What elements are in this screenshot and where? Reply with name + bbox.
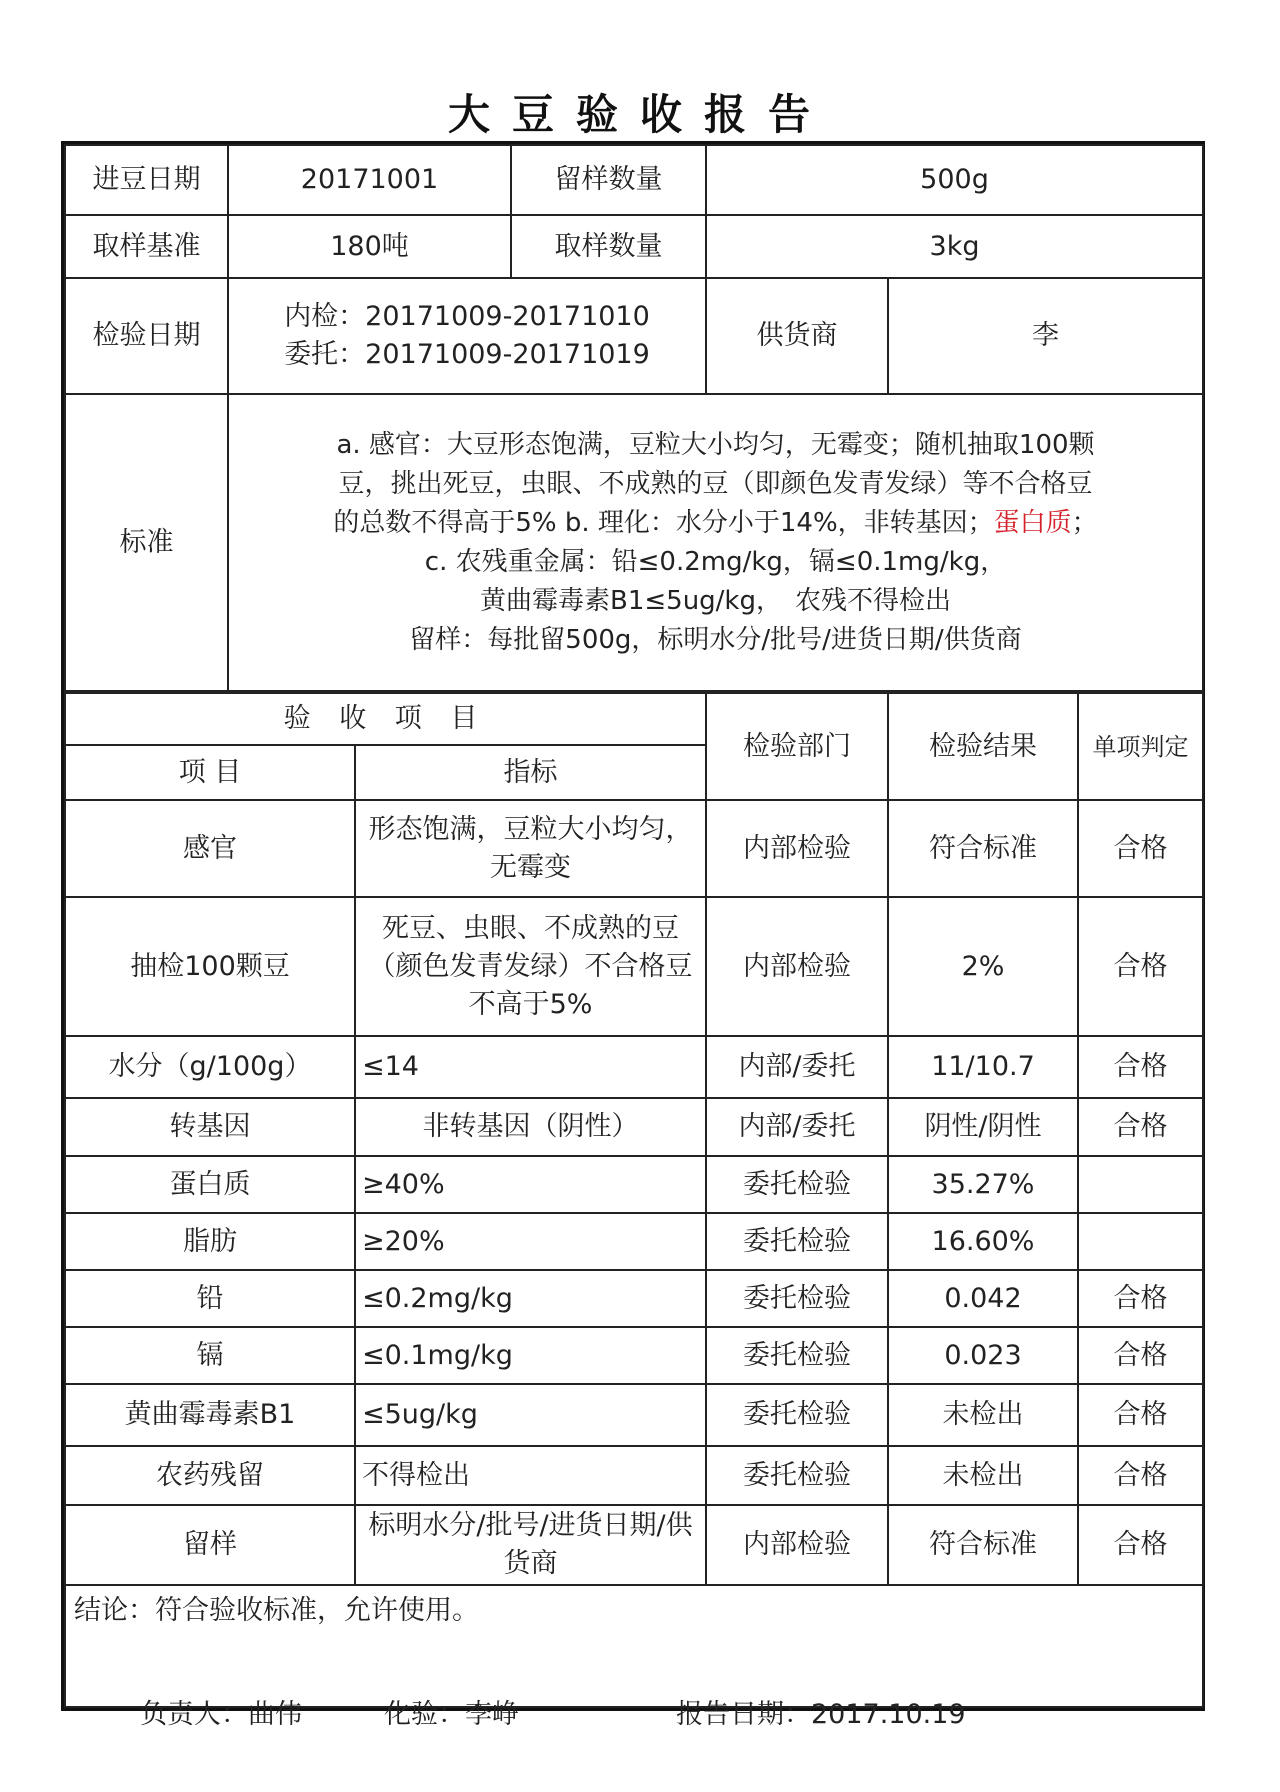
standard-line: 留样：每批留500g，标明水分/批号/进货日期/供货商 xyxy=(409,624,1022,655)
header-department: 检验部门 xyxy=(706,693,888,800)
protein-highlight: 蛋白质 xyxy=(993,507,1072,538)
supplier-value: 李 xyxy=(888,278,1203,394)
cell-judgement xyxy=(1078,1213,1203,1270)
cell-judgement: 合格 xyxy=(1078,1036,1203,1098)
header-judgement: 单项判定 xyxy=(1078,693,1203,800)
standard-line: 的总数不得高于5% b. 理化：水分小于14%，非转基因；蛋白质； xyxy=(333,507,1098,538)
table-row xyxy=(65,1327,1203,1384)
retained-qty-label: 留样数量 xyxy=(511,145,706,215)
responsible-person: 负责人：曲伟 xyxy=(140,1699,302,1730)
cell-item: 感官 xyxy=(65,800,355,897)
cell-indicator: 不得检出 xyxy=(355,1446,706,1505)
cell-result: 阴性/阴性 xyxy=(888,1098,1078,1156)
table-row xyxy=(65,1213,1203,1270)
cell-indicator: ≥40% xyxy=(355,1156,706,1213)
cell-indicator: 形态饱满，豆粒大小均匀，无霉变 xyxy=(355,800,706,897)
cell-judgement: 合格 xyxy=(1078,1505,1203,1585)
cell-department: 内部检验 xyxy=(706,800,888,897)
cell-result: 符合标准 xyxy=(888,1505,1078,1585)
supplier-label: 供货商 xyxy=(706,278,888,394)
cell-item: 脂肪 xyxy=(65,1213,355,1270)
test-date-label: 检验日期 xyxy=(65,278,228,394)
cell-result: 符合标准 xyxy=(888,800,1078,897)
cell-department: 内部/委托 xyxy=(706,1098,888,1156)
table-row xyxy=(65,1098,1203,1156)
header-result: 检验结果 xyxy=(888,693,1078,800)
standard-line: 豆，挑出死豆，虫眼、不成熟的豆（即颜色发青发绿）等不合格豆 xyxy=(338,468,1093,499)
cell-indicator: 非转基因（阴性） xyxy=(355,1098,706,1156)
cell-item: 铅 xyxy=(65,1270,355,1327)
cell-item: 黄曲霉毒素B1 xyxy=(65,1384,355,1446)
arrival-date-value: 20171001 xyxy=(228,145,511,215)
sampling-qty-label: 取样数量 xyxy=(511,215,706,278)
cell-result: 2% xyxy=(888,897,1078,1036)
cell-department: 内部检验 xyxy=(706,897,888,1036)
cell-department: 委托检验 xyxy=(706,1270,888,1327)
cell-judgement: 合格 xyxy=(1078,1098,1203,1156)
lab-technician: 化验：李峥 xyxy=(384,1699,519,1730)
table-row xyxy=(65,897,1203,1036)
standard-line: c. 农残重金属：铅≤0.2mg/kg，镉≤0.1mg/kg， xyxy=(424,546,1007,577)
cell-department: 委托检验 xyxy=(706,1156,888,1213)
cell-department: 委托检验 xyxy=(706,1213,888,1270)
info-table xyxy=(64,144,1204,692)
cell-judgement: 合格 xyxy=(1078,1446,1203,1505)
cell-item: 蛋白质 xyxy=(65,1156,355,1213)
cell-result: 0.023 xyxy=(888,1327,1078,1384)
cell-indicator: ≥20% xyxy=(355,1213,706,1270)
cell-item: 水分（g/100g） xyxy=(65,1036,355,1098)
group-header: 验 收 项 目 xyxy=(65,693,706,745)
report-sheet xyxy=(61,141,1205,1711)
standard-line: a. 感官：大豆形态饱满，豆粒大小均匀，无霉变；随机抽取100颗 xyxy=(336,429,1095,460)
cell-judgement: 合格 xyxy=(1078,897,1203,1036)
cell-department: 内部检验 xyxy=(706,1505,888,1585)
cell-indicator: ≤14 xyxy=(355,1036,706,1098)
retained-qty-value: 500g xyxy=(706,145,1203,215)
report-footer xyxy=(0,1692,1280,1732)
standard-line: 黄曲霉毒素B1≤5ug/kg， 农残不得检出 xyxy=(479,585,951,616)
sampling-basis-label: 取样基准 xyxy=(65,215,228,278)
cell-result: 未检出 xyxy=(888,1446,1078,1505)
report-date: 报告日期：2017.10.19 xyxy=(676,1699,966,1730)
cell-item: 抽检100颗豆 xyxy=(65,897,355,1036)
cell-indicator: ≤0.2mg/kg xyxy=(355,1270,706,1327)
header-item: 项 目 xyxy=(65,745,355,800)
cell-judgement: 合格 xyxy=(1078,1384,1203,1446)
table-row xyxy=(65,1156,1203,1213)
conclusion-text: 结论：符合验收标准，允许使用。 xyxy=(65,1585,1203,1707)
sampling-basis-value: 180吨 xyxy=(228,215,511,278)
table-row xyxy=(65,1446,1203,1505)
test-date-value xyxy=(228,278,706,394)
cell-judgement: 合格 xyxy=(1078,1327,1203,1384)
cell-result: 35.27% xyxy=(888,1156,1078,1213)
cell-judgement xyxy=(1078,1156,1203,1213)
cell-department: 委托检验 xyxy=(706,1327,888,1384)
test-date-internal: 内检：20171009-20171010 xyxy=(284,301,650,332)
cell-result: 11/10.7 xyxy=(888,1036,1078,1098)
cell-result: 16.60% xyxy=(888,1213,1078,1270)
cell-indicator: 标明水分/批号/进货日期/供货商 xyxy=(355,1505,706,1585)
table-row xyxy=(65,1036,1203,1098)
cell-indicator: 死豆、虫眼、不成熟的豆（颜色发青发绿）不合格豆不高于5% xyxy=(355,897,706,1036)
cell-judgement: 合格 xyxy=(1078,800,1203,897)
inspection-table xyxy=(64,692,1204,1708)
table-row xyxy=(65,1505,1203,1585)
standard-text xyxy=(228,394,1203,691)
cell-judgement: 合格 xyxy=(1078,1270,1203,1327)
sampling-qty-value: 3kg xyxy=(706,215,1203,278)
table-row xyxy=(65,1384,1203,1446)
cell-result: 0.042 xyxy=(888,1270,1078,1327)
cell-item: 农药残留 xyxy=(65,1446,355,1505)
cell-department: 委托检验 xyxy=(706,1384,888,1446)
table-row xyxy=(65,1270,1203,1327)
cell-item: 转基因 xyxy=(65,1098,355,1156)
cell-indicator: ≤5ug/kg xyxy=(355,1384,706,1446)
cell-department: 委托检验 xyxy=(706,1446,888,1505)
cell-department: 内部/委托 xyxy=(706,1036,888,1098)
report-title: 大豆验收报告 xyxy=(447,90,832,139)
cell-result: 未检出 xyxy=(888,1384,1078,1446)
table-row xyxy=(65,800,1203,897)
header-indicator: 指标 xyxy=(355,745,706,800)
cell-item: 镉 xyxy=(65,1327,355,1384)
standard-label: 标准 xyxy=(65,394,228,691)
cell-item: 留样 xyxy=(65,1505,355,1585)
arrival-date-label: 进豆日期 xyxy=(65,145,228,215)
test-date-entrusted: 委托：20171009-20171019 xyxy=(284,339,650,370)
cell-indicator: ≤0.1mg/kg xyxy=(355,1327,706,1384)
